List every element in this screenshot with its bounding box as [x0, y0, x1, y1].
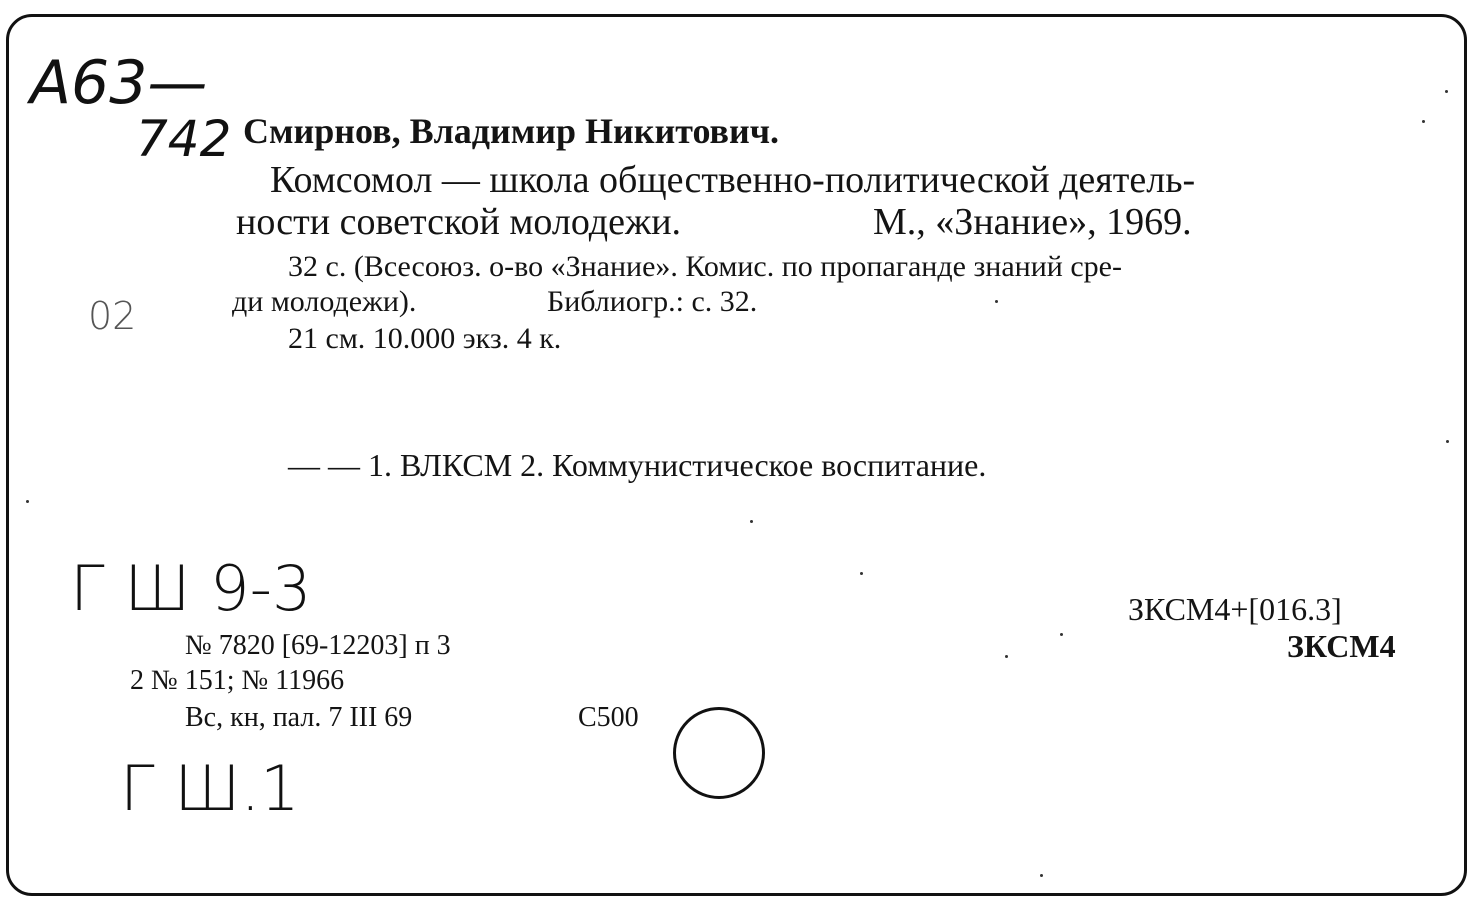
order-number: № 7820 [69-12203] п 3: [185, 630, 451, 661]
bibliography-note: Библиогр.: с. 32.: [547, 285, 758, 318]
handwritten-shelf-number: 742: [136, 110, 232, 168]
print-date: Вс, кн, пал. 7 III 69: [185, 702, 413, 733]
circle-stamp: [673, 707, 765, 799]
imprint: М., «Знание», 1969.: [873, 201, 1192, 243]
classification-index-2: ЗКСМ4: [1287, 628, 1396, 664]
handwritten-location-1: Г Ш 9-3: [70, 552, 312, 625]
title-line-2: ности советской молодежи.: [236, 201, 682, 243]
scan-speck: [26, 500, 29, 503]
handwritten-margin-note: 02: [88, 294, 137, 338]
scan-speck: [1040, 874, 1043, 877]
classification-index-1: ЗКСМ4+[016.3]: [1128, 591, 1342, 627]
handwritten-shelf-mark: А63—: [30, 48, 208, 118]
scan-speck: [1422, 120, 1425, 123]
issue-number: 2 № 151; № 11966: [130, 665, 345, 696]
scan-speck: [750, 520, 753, 523]
handwritten-location-2: Г Ш.1: [120, 752, 300, 825]
price-code: С500: [578, 702, 639, 733]
scan-speck: [1446, 440, 1449, 443]
author-heading: Смирнов, Владимир Никитович.: [243, 111, 780, 151]
size-and-print-run: 21 см. 10.000 экз. 4 к.: [288, 322, 562, 355]
collation-line-2: ди молодежи).: [232, 285, 417, 318]
collation-line-1: 32 с. (Всесоюз. о-во «Знание». Комис. по пропаганде знаний сре-: [288, 250, 1122, 283]
title-line-1: Комсомол — школа общественно-политической деятель-: [270, 159, 1196, 201]
scan-speck: [1060, 633, 1063, 636]
scan-speck: [860, 572, 863, 575]
scan-speck: [1445, 90, 1448, 93]
subject-headings: — — 1. ВЛКСМ 2. Коммунистическое воспитание.: [288, 447, 987, 483]
scan-speck: [1005, 655, 1008, 658]
scan-speck: [995, 300, 998, 303]
